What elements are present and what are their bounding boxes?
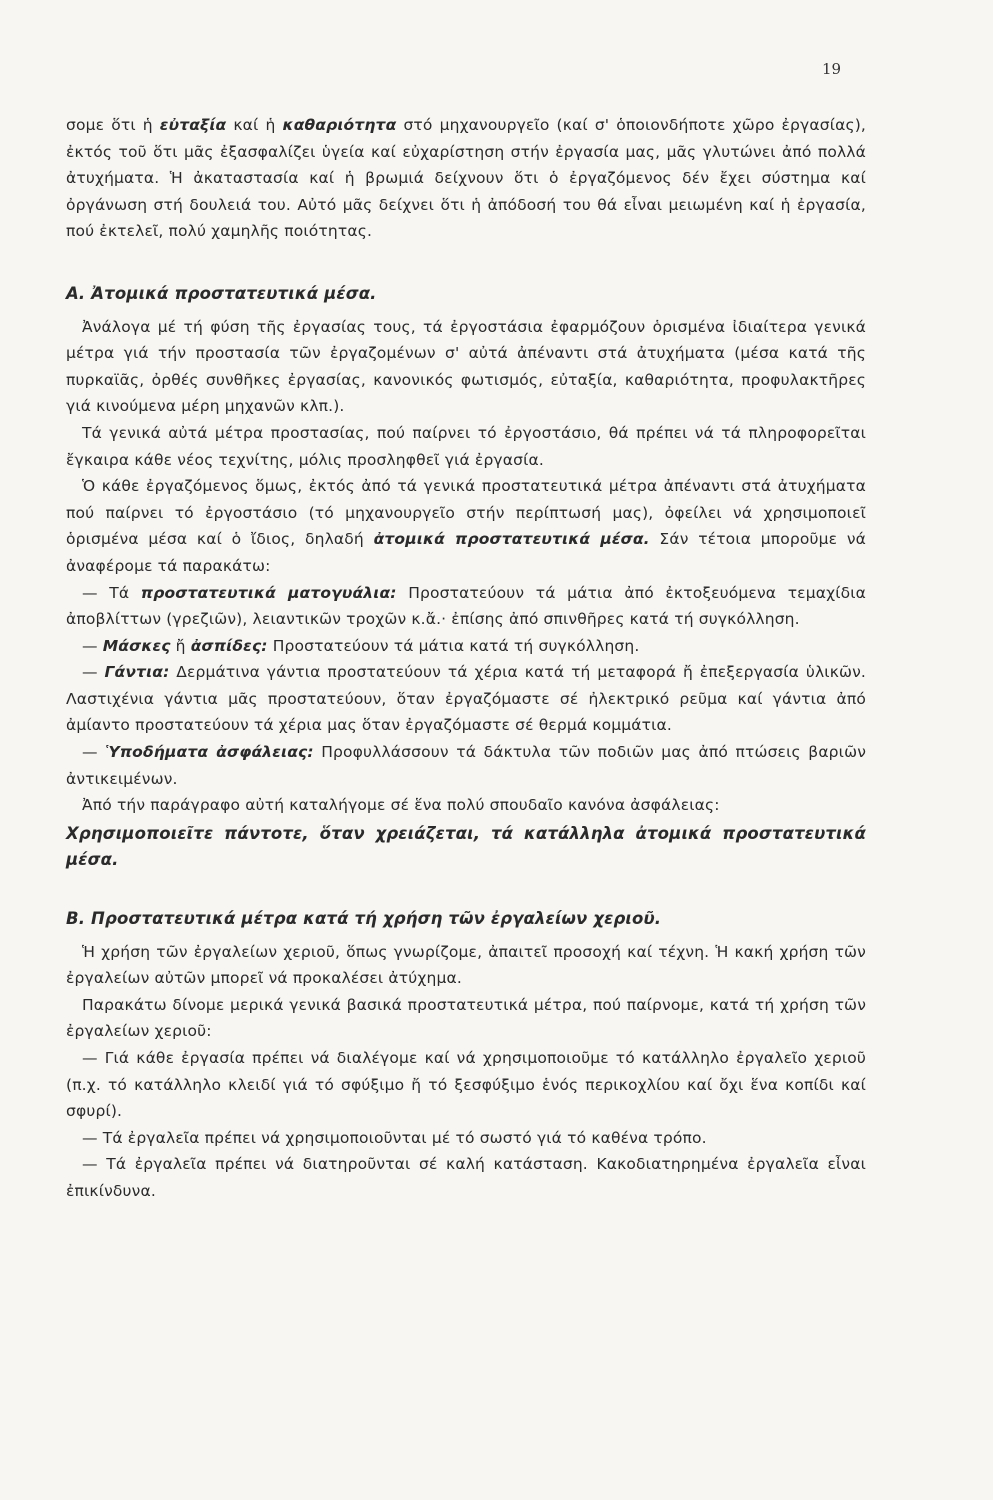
section-b-paragraph-2: Παρακάτω δίνομε μερικά γενικά βασικά προστατευτικά μέτρα, πού παίρνομε, κατά τή χρήση τῶν ἐργαλείων χεριοῦ: <box>66 995 866 1041</box>
intro-term-order: εὐταξία <box>159 116 227 134</box>
list-item-gloves <box>66 659 866 739</box>
section-a-paragraph-1: Ἀνάλογα μέ τή φύση τῆς ἐργασίας τους, τά ἐργοστάσια ἐφαρμόζουν ὁρισμένα ἰδιαίτερα γενικά μέτρα γιά τήν προστασία τῶν ἐργαζομένων σ' αὐτά ἀπέναντι στά ἀτυχήματα (μέσα κατά τῆς πυρκαϊᾶς, ὀρθές συνθῆκες ἐργασίας, κανονικός φωτισμός, εὐταξία, καθαριότητα, προφυλακτῆρες γιά κινούμενα μέρη μηχανῶν κλπ.). <box>66 317 866 416</box>
list-term: προστατευτικά ματογυάλια: <box>140 583 397 602</box>
page-number: 19 <box>822 60 842 78</box>
page-body <box>66 112 866 1205</box>
list-item-safety-shoes <box>66 739 866 792</box>
section-a-paragraph-4: Ἀπό τήν παράγραφο αὐτή καταλήγομε σέ ἕνα πολύ σπουδαῖο κανόνα ἀσφάλειας: <box>82 796 720 815</box>
paragraph-text: Σάν τέτοια μποροῦμε νά ἀναφέρομε τά παρακάτω: <box>66 530 866 575</box>
list-term: ἀσπίδες: <box>190 636 268 655</box>
list-text: Προστατεύουν τά μάτια κατά τή συγκόλληση. <box>267 636 640 655</box>
list-item-right-tool: — Γιά κάθε ἐργασία πρέπει νά διαλέγομε καί νά χρησιμοποιοῦμε τό κατάλληλο ἐργαλεῖο χεριοῦ (π.χ. τό κατάλληλο κλειδί γιά τό σφύξιμο ἤ τό ξεσφύξιμο ἑνός περικοχλίου καί ὄχι ἕνα κοπίδι καί σφυρί). <box>66 1049 866 1121</box>
list-term: Μάσκες <box>102 636 171 655</box>
section-b-paragraph-1: Ἡ χρήση τῶν ἐργαλείων χεριοῦ, ὅπως γνωρίζομε, ἀπαιτεῖ προσοχή καί τέχνη. Ἡ κακή χρήση τῶν ἐργαλείων αὐτῶν μπορεῖ νά προκαλέσει ἀτύχημα. <box>66 942 866 988</box>
list-text: Προστατεύουν τά μάτια ἀπό ἐκτοξευόμενα τεμαχίδια ἀποβλίττων (γρεζιῶν), λειαντικῶν τροχῶν κ.ἄ.· ἐπίσης ἀπό σπινθῆρες κατά τή συγκόλληση. <box>66 583 866 629</box>
list-term: Γάντια: <box>104 663 170 682</box>
list-dash: — <box>82 636 103 655</box>
list-item-correct-use: — Τά ἐργαλεῖα πρέπει νά χρησιμοποιοῦνται μέ τό σωστό γιά τό καθένα τρόπο. <box>82 1128 707 1147</box>
list-item-masks <box>66 633 866 660</box>
list-text: ἤ <box>170 636 191 655</box>
list-text: Προφυλλάσσουν τά δάκτυλα τῶν ποδιῶν μας ἀπό πτώσεις βαριῶν ἀντικειμένων. <box>66 743 867 788</box>
term-personal-equipment: ἀτομικά προστατευτικά μέσα. <box>373 530 650 549</box>
intro-text: σομε ὅτι ἡ <box>66 116 160 134</box>
list-item-goggles <box>66 580 866 633</box>
list-dash: — <box>82 663 105 682</box>
section-a-paragraph-3 <box>66 473 866 579</box>
list-dash: — <box>82 743 106 762</box>
intro-paragraph <box>66 112 866 245</box>
intro-text: καί ἡ <box>226 116 283 134</box>
safety-rule: Χρησιμοποιεῖτε πάντοτε, ὅταν χρειάζεται, τά κατάλληλα ἀτομικά προστατευτικά μέσα. <box>66 823 866 870</box>
list-term: Ὑποδήματα ἀσφάλειας: <box>105 743 314 762</box>
intro-term-cleanliness: καθαριότητα <box>282 116 397 134</box>
paragraph-text: Ὁ κάθε ἐργαζόμενος ὅμως, ἐκτός ἀπό τά γενικά προστατευτικά μέτρα ἀπέναντι στά ἀτυχήματα πού παίρνει τό ἐργοστάσιο (τό μηχανουργεῖο στήν περίπτωσή μας), ὀφείλει νά χρησιμοποιεῖ ὁρισμένα μέσα καί ὁ ἴδιος, δηλαδή <box>66 477 866 549</box>
intro-text: στό μηχανουργεῖο (καί σ' ὁποιονδήποτε χῶρο ἐργασίας), ἐκτός τοῦ ὅτι μᾶς ἐξασφαλίζει ὑγεία καί εὐχαρίστηση στήν ἐργασία μας, μᾶς γλυτώνει ἀπό πολλά ἀτυχήματα. Ἡ ἀκαταστασία καί ἡ βρωμιά δείχνουν ὅτι ὁ ἐργαζόμενος δέν ἔχει σύστημα καί ὀργάνωση στή δουλειά του. Αὐτό μᾶς δείχνει ὅτι ἡ ἀπόδοσή του θά εἶναι μειωμένη καί ἡ ἐργασία, πού ἐκτελεῖ, πολύ χαμηλῆς ποιότητας. <box>66 116 866 241</box>
list-text: Δερμάτινα γάντια προστατεύουν τά χέρια κατά τή μεταφορά ἤ ἐπεξεργασία ὑλικῶν. Λαστιχένια γάντια μᾶς προστατεύουν, ὅταν ἐργαζόμαστε σέ ἠλεκτρικό ρεῦμα καί γάντια ἀπό ἀμίαντο προστατεύουν τά χέρια μας ὅταν ἐργαζόμαστε σέ θερμά κομμάτια. <box>66 663 867 735</box>
section-a-heading: Α. Ἀτομικά προστατευτικά μέσα. <box>66 283 377 303</box>
list-item-maintenance: — Τά ἐργαλεῖα πρέπει νά διατηροῦνται σέ καλή κατάσταση. Κακοδιατηρημένα ἐργαλεῖα εἶναι ἐπικίνδυνα. <box>66 1155 866 1200</box>
section-b-heading: Β. Προστατευτικά μέτρα κατά τή χρήση τῶν ἐργαλείων χεριοῦ. <box>66 909 662 929</box>
list-dash: — Τά <box>82 583 141 602</box>
section-a-paragraph-2: Τά γενικά αὐτά μέτρα προστασίας, πού παίρνει τό ἐργοστάσιο, θά πρέπει νά τά πληροφορεῖται ἔγκαιρα κάθε νέος τεχνίτης, μόλις προσληφθεῖ γιά ἐργασία. <box>66 423 866 469</box>
